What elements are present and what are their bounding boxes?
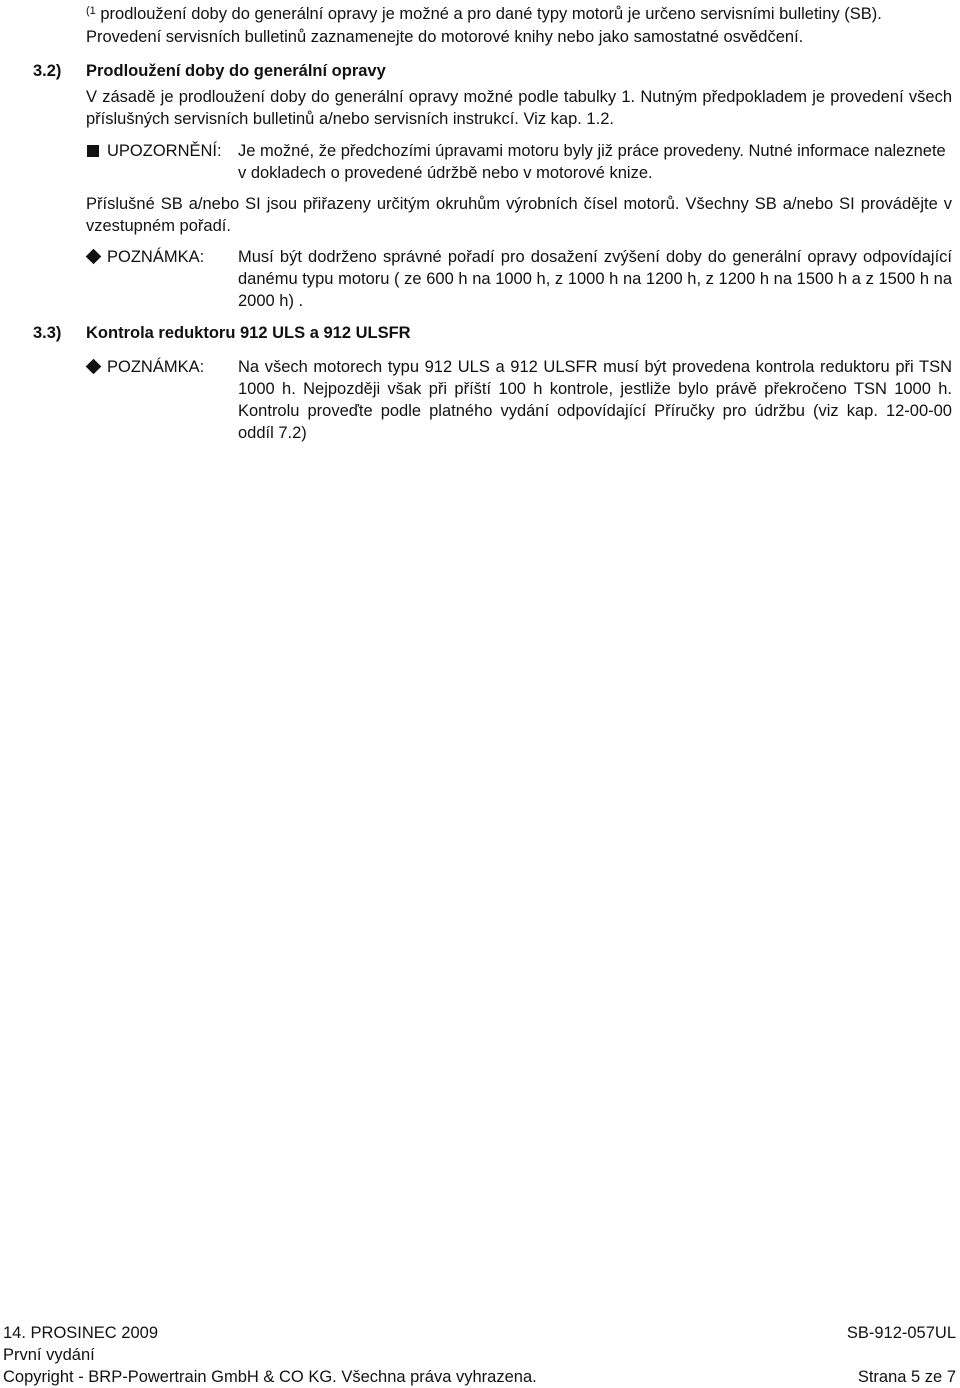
footnote-line-1 bbox=[86, 3, 882, 25]
note-diamond-icon bbox=[86, 359, 102, 375]
footnote-marker: (1 bbox=[86, 5, 96, 17]
warning-label: UPOZORNĚNÍ: bbox=[107, 142, 222, 160]
footnote-line-2: Provedení servisních bulletinů zaznamenejte do motorové knihy nebo jako samostatné osvědčení. bbox=[86, 28, 804, 46]
note-text: Musí být dodrženo správné pořadí pro dosažení zvýšení doby do generální opravy odpovídající danému typu motoru ( ze 600 h na 1000 h, z 1000 h na 1200 h, z 1200 h na 1500 h a z 1500 h na 2000 h) . bbox=[238, 248, 952, 310]
footer-page-number: Strana 5 ze 7 bbox=[857, 1368, 956, 1386]
note-label: POZNÁMKA: bbox=[107, 248, 205, 266]
section-3-3-title: Kontrola reduktoru 912 ULS a 912 ULSFR bbox=[86, 324, 411, 342]
note-label-3-3: POZNÁMKA: bbox=[107, 358, 205, 376]
note-text-3-3: Na všech motorech typu 912 ULS a 912 ULSFR musí být provedena kontrola reduktoru při TSN 1000 h. Nejpozději však při příští 100 h kontrole, jestliže bylo právě překročeno TSN 1000 h. Kontrolu proveďte podle platného vydání odpovídající Příručky pro údržbu (viz kap. 12-00-00 oddíl 7.2) bbox=[238, 358, 952, 442]
section-3-3-number: 3.3) bbox=[33, 324, 62, 342]
footnote-text-1: prodloužení doby do generální opravy je možné a pro dané typy motorů je určeno servisními bulletiny (SB). bbox=[100, 5, 882, 23]
warning-square-icon bbox=[87, 145, 99, 157]
note-diamond-icon bbox=[86, 249, 102, 265]
footer-copyright: Copyright - BRP-Powertrain GmbH & CO KG. Všechna práva vyhrazena. bbox=[3, 1368, 537, 1386]
footer-date: 14. PROSINEC 2009 bbox=[3, 1324, 158, 1342]
section-3-2-paragraph-2: Příslušné SB a/nebo SI jsou přiřazeny určitým okruhům výrobních čísel motorů. Všechny SB a/nebo SI provádějte v vzestupném pořadí. bbox=[86, 195, 952, 235]
warning-text: Je možné, že předchozími úpravami motoru byly již práce provedeny. Nutné informace naleznete v dokladech o provedené údržbě nebo v motorové knize. bbox=[238, 142, 946, 182]
section-3-2-title: Prodloužení doby do generální opravy bbox=[86, 62, 386, 80]
section-3-2-paragraph: V zásadě je prodloužení doby do generální opravy možné podle tabulky 1. Nutným předpokladem je provedení všech příslušných servisních bulletinů a/nebo servisních instrukcí. Viz kap. 1.2. bbox=[86, 88, 952, 128]
footer-edition: První vydání bbox=[3, 1346, 95, 1364]
section-3-2-number: 3.2) bbox=[33, 62, 62, 80]
footer-doc-number: SB-912-057UL bbox=[846, 1324, 956, 1342]
